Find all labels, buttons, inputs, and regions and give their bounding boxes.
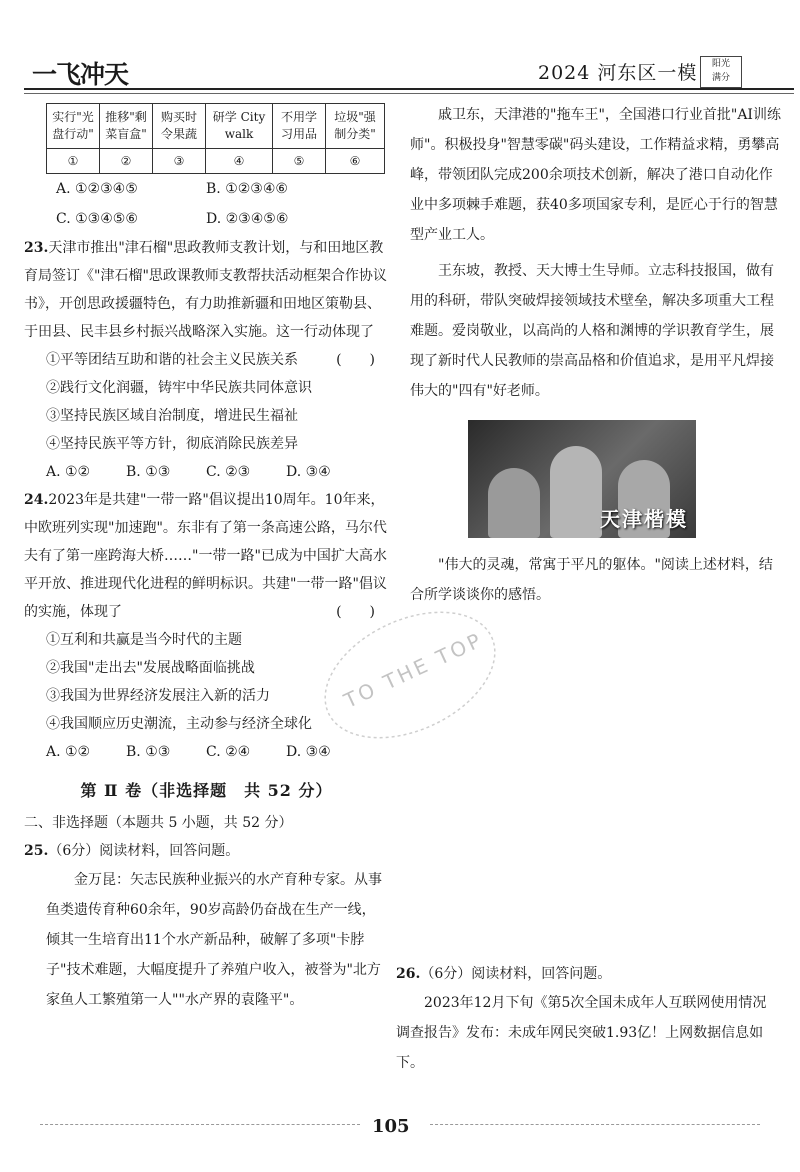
choice-a[interactable]: A. ①②③④⑤ — [56, 181, 138, 197]
material-paragraph: 2023年12月下旬《第5次全国未成年人互联网使用情况调查报告》发布：未成年网民突破1.93亿！上网数据信息如下。 — [396, 995, 767, 1071]
question-stem: 2023年是共建"一带一路"倡议提出10周年。10年来，中欧班列实现"加速跑"。东非有了第一条高速公路，马尔代夫有了第一座跨海大桥……"一带一路"已成为中国扩大高水平开放、推进现代化进程的鲜明标识。共建"一带一路"倡议的实施，体现了 — [24, 492, 387, 620]
table-cell: ④ — [206, 149, 273, 174]
footer-rule — [430, 1124, 760, 1125]
table-cell: ⑥ — [326, 149, 385, 174]
table-cell: 不用学习用品 — [273, 104, 326, 149]
header-badge: 阳光 满分 — [700, 56, 742, 88]
answer-paren: ( ) — [336, 352, 375, 368]
table-cell: ② — [100, 149, 153, 174]
material-paragraph: 王东坡，教授、天大博士生导师。立志科技报国，做有用的科研，带队突破焊接领域技术壁垒，解决多项重大工程难题。爱岗敬业，以高尚的人格和渊博的学识教育学生，展现了新时代人民教师的崇高品格和价值追求，是用平凡焊接伟大的"四有"好老师。 — [410, 263, 774, 399]
page-number: 105 — [372, 1116, 410, 1137]
section-title: 第 Ⅱ 卷（非选择题 共 52 分） — [80, 781, 333, 800]
question-stem: 天津市推出"津石榴"思政教师支教计划，与和田地区教育局签订《"津石榴"思政课教师支教帮扶活动框架合作协议书》，开创思政援疆特色，有力助推新疆和田地区策勒县、于田县、民丰县乡村振兴战略深入实施。这一行动体现了 — [24, 240, 387, 340]
page-header — [0, 0, 800, 95]
q23-choices — [24, 458, 389, 486]
choice-c[interactable]: C. ②③ — [206, 464, 251, 480]
choice-d[interactable]: D. ③④ — [286, 464, 331, 480]
table-row — [47, 104, 385, 149]
exam-title: 2024 河东区一模 — [538, 62, 698, 84]
table-cell: 实行"光盘行动" — [47, 104, 100, 149]
option-2: ②我国"走出去"发展战略面临挑战 — [46, 660, 255, 676]
choice-c[interactable]: C. ①③④⑤⑥ — [56, 211, 138, 227]
question-prompt: "伟大的灵魂，常寓于平凡的躯体。"阅读上述材料，结合所学谈谈你的感悟。 — [410, 557, 773, 603]
table-row — [47, 149, 385, 174]
question-25 — [24, 837, 389, 865]
question-number: 24. — [24, 492, 49, 508]
option-1: ①互利和共赢是当今时代的主题 — [46, 632, 242, 648]
option-4: ④我国顺应历史潮流，主动参与经济全球化 — [46, 716, 312, 732]
choice-c[interactable]: C. ②④ — [206, 744, 251, 760]
option-3: ③我国为世界经济发展注入新的活力 — [46, 688, 270, 704]
choice-b[interactable]: B. ①③ — [126, 464, 171, 480]
material-paragraph: 金万昆：矢志民族种业振兴的水产育种专家。从事鱼类遗传育种60余年，90岁高龄仍奋战在生产一线，倾其一生培育出11个水产新品种，破解了多项"卡脖子"技术难题，大幅度提升了养殖户收入，被誉为"北方家鱼人工繁殖第一人""水产界的袁隆平"。 — [46, 872, 382, 1008]
choice-d[interactable]: D. ②③④⑤⑥ — [206, 211, 289, 227]
choice-b[interactable]: B. ①③ — [126, 744, 171, 760]
header-rule — [24, 88, 794, 94]
footer-rule — [40, 1124, 360, 1125]
left-column — [24, 100, 389, 1015]
table-cell: 研学 City walk — [206, 104, 273, 149]
option-3: ③坚持民族区域自治制度，增进民生福祉 — [46, 408, 298, 424]
question-intro: （6分）阅读材料，回答问题。 — [48, 843, 240, 859]
question-26 — [396, 960, 776, 1078]
right-column — [410, 100, 785, 610]
brand-logo: 一飞冲天 — [32, 60, 129, 89]
table-cell: ③ — [153, 149, 206, 174]
option-1: ①平等团结互助和谐的社会主义民族关系 — [46, 352, 298, 368]
question-number: 23. — [24, 240, 49, 256]
answer-paren: ( ) — [336, 604, 375, 620]
table-cell: 推移"剩菜盲盒" — [100, 104, 153, 149]
table-cell: ⑤ — [273, 149, 326, 174]
question-number: 25. — [24, 843, 49, 859]
photo-caption: 天津楷模 — [600, 507, 688, 531]
options-table — [46, 103, 385, 174]
person-figure — [488, 468, 540, 538]
choice-a[interactable]: A. ①② — [46, 744, 91, 760]
table-cell: 购买时令果蔬 — [153, 104, 206, 149]
option-2: ②践行文化润疆，铸牢中华民族共同体意识 — [46, 380, 312, 396]
person-figure — [550, 446, 602, 538]
choice-b[interactable]: B. ①②③④⑥ — [206, 181, 288, 197]
table-cell: ① — [47, 149, 100, 174]
question-intro: （6分）阅读材料，回答问题。 — [420, 966, 612, 982]
q22-choices — [56, 174, 389, 234]
material-paragraph: 戚卫东，天津港的"拖车王"，全国港口行业首批"AI训练师"。积极投身"智慧零碳"码头建设，工作精益求精，勇攀高峰，带领团队完成200余项技术创新，解决了港口自动化作业中多项棘手难题，获40多项国家专利，是匠心于行的智慧型产业工人。 — [410, 107, 781, 243]
question-24 — [24, 486, 389, 626]
choice-a[interactable]: A. ①② — [46, 464, 91, 480]
question-number: 26. — [396, 966, 421, 982]
section-subtitle: 二、非选择题（本题共 5 小题，共 52 分） — [24, 815, 293, 831]
table-cell: 垃圾"强制分类" — [326, 104, 385, 149]
choice-d[interactable]: D. ③④ — [286, 744, 331, 760]
option-4: ④坚持民族平等方针，彻底消除民族差异 — [46, 436, 298, 452]
tianjin-role-models-photo — [468, 420, 696, 538]
watermark-text: TO THE TOP — [340, 627, 487, 713]
